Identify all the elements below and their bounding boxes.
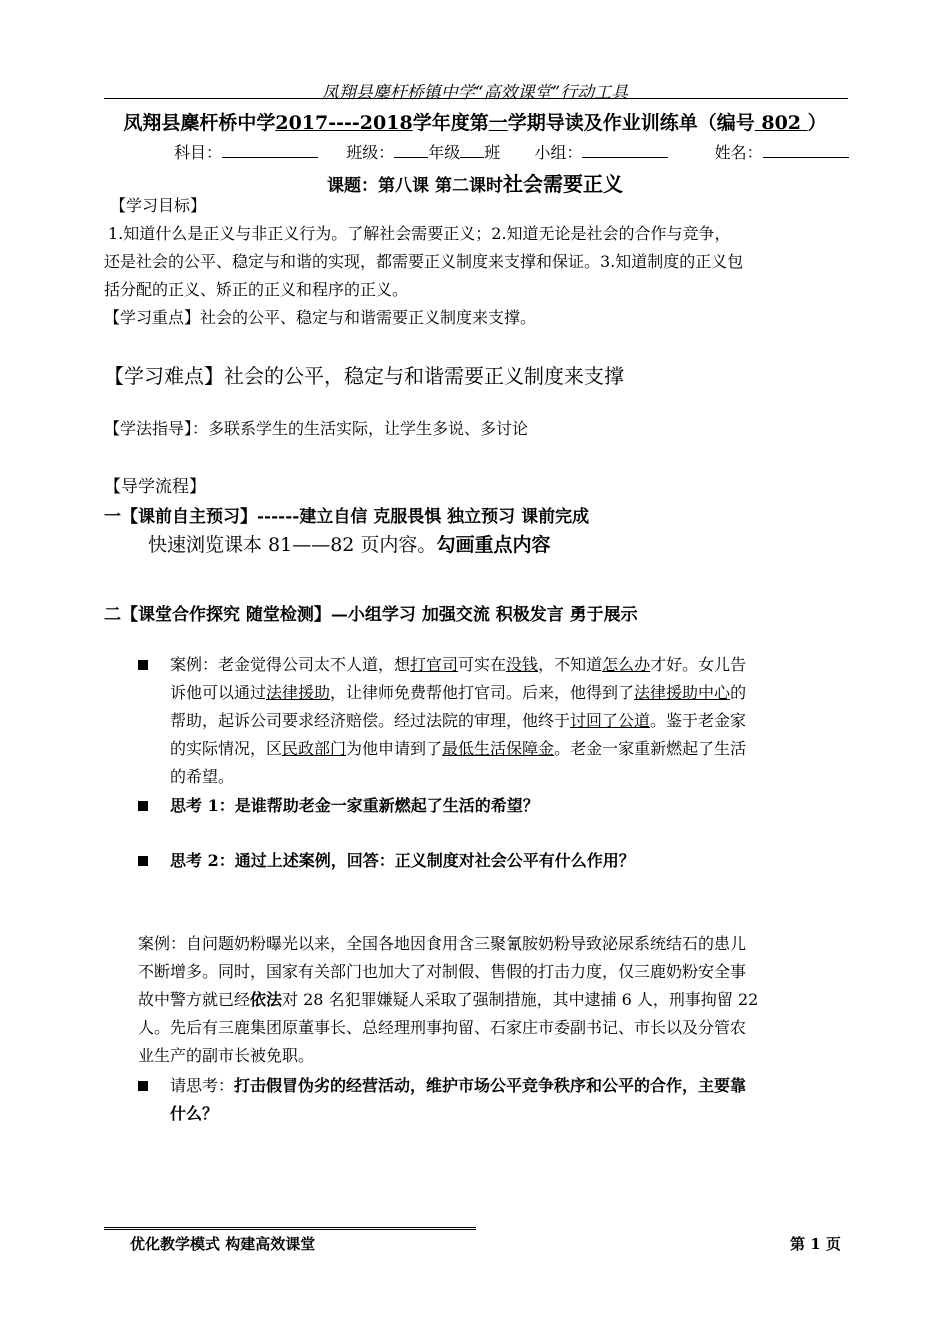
page-number: 第 1 页	[790, 1235, 841, 1253]
group-field[interactable]	[582, 142, 668, 158]
case1-line-3: 帮助，起诉公司要求经济赔偿。经过法院的审理，他终于讨回了公道。鉴于老金家	[170, 711, 747, 730]
name-label: 姓名：	[714, 143, 763, 162]
preview-instruction	[148, 530, 550, 557]
title-year2: 2018	[359, 112, 413, 134]
think3-label: 请思考：	[170, 1076, 235, 1095]
title-mid2: 学期导读及作业训练单（编号	[507, 112, 755, 134]
case2-line-1: 案例：自问题奶粉曝光以来，全国各地因食用含三聚氰胺奶粉导致泌尿系统结石的患儿	[138, 934, 747, 953]
footer-divider	[104, 1227, 476, 1232]
class-field[interactable]	[460, 142, 484, 158]
group-label: 小组：	[534, 143, 583, 162]
think3-text: 打击假冒伪劣的经营活动，维护市场公平竞争秩序和公平的合作，主要靠	[234, 1076, 747, 1095]
title-one: 一	[488, 112, 508, 134]
subject-label: 科目：	[174, 143, 223, 162]
process-part2: 二【课堂合作探究 随堂检测】—小组学习 加强交流 积极发言 勇于展示	[104, 605, 638, 625]
method: 【学法指导】：多联系学生的生活实际，让学生多说、多讨论	[104, 419, 529, 438]
think-question-2: 思考 2：通过上述案例，回答：正义制度对社会公平有什么作用？	[170, 851, 635, 870]
goals-line-3: 括分配的正义、矫正的正义和程序的正义。	[104, 280, 409, 299]
process-part1: 一【课前自主预习】------建立自信 克服畏惧 独立预习 课前完成	[104, 507, 590, 527]
lesson-prefix: 课题：第八课 第二课时	[327, 176, 503, 196]
ban-label: 班	[484, 143, 501, 162]
title-mid1: 学年度第	[412, 112, 489, 134]
footer-slogan: 优化教学模式 构建高效课堂	[130, 1235, 316, 1253]
case2-line-5: 业生产的副市长被免职。	[138, 1046, 315, 1065]
title-number: 802	[754, 112, 808, 134]
name-field[interactable]	[763, 142, 849, 158]
info-line	[174, 140, 849, 163]
goals-heading: 【学习目标】	[110, 196, 207, 215]
case1-line-2: 诉他可以通过法律援助，让律师免费帮他打官司。后来，他得到了法律援助中心的	[170, 683, 747, 702]
difficulty: 【学习难点】社会的公平，稳定与和谐需要正义制度来支撑	[104, 364, 624, 388]
lesson-topic: 社会需要正义	[502, 172, 623, 196]
case2-line-4: 人。先后有三鹿集团原董事长、总经理刑事拘留、石家庄市委副书记、市长以及分管农	[138, 1018, 747, 1037]
title-dash: ----	[328, 112, 360, 134]
header-top-title: 凤翔县麇杆桥镇中学“高效课堂”行动工具	[321, 83, 629, 103]
title-end: ）	[807, 112, 827, 134]
class-label: 班级：	[346, 143, 395, 162]
title-school: 凤翔县麇杆桥中学	[123, 112, 276, 134]
header-divider	[104, 98, 848, 99]
grade-label: 年级	[428, 143, 461, 162]
page-title	[0, 108, 950, 135]
case1-line-1: 案例：老金觉得公司太不人道，想打官司可实在没钱，不知道怎么办才好。女儿告	[170, 655, 747, 674]
subject-field[interactable]	[222, 142, 318, 158]
case1-line-4: 的实际情况，区民政部门为他申请到了最低生活保障金。老金一家重新燃起了生活	[170, 739, 747, 758]
case1-line-5: 的希望。	[170, 767, 235, 786]
grade-field[interactable]	[394, 142, 428, 158]
preview-text: 快速浏览课本 81——82 页内容。	[148, 534, 437, 556]
think3-text-cont: 什么？	[170, 1104, 219, 1123]
case2-line-3: 故中警方就已经依法对 28 名犯罪嫌疑人采取了强制措施，其中逮捕 6 人，刑事拘留 22	[138, 990, 759, 1009]
bullet-icon	[138, 660, 148, 670]
case1-text	[170, 651, 746, 791]
bullet-icon	[138, 856, 148, 866]
bullet-icon	[138, 801, 148, 811]
case2-text	[138, 930, 758, 1070]
think-question-3	[170, 1072, 746, 1128]
process-heading: 【导学流程】	[104, 477, 206, 497]
goals-line-1: 1.知道什么是正义与非正义行为。了解社会需要正义；2.知道无论是社会的合作与竞争，	[108, 224, 731, 243]
bullet-icon	[138, 1081, 148, 1091]
key-point: 【学习重点】社会的公平、稳定与和谐需要正义制度来支撑。	[104, 308, 537, 327]
preview-bold: 勾画重点内容	[436, 534, 551, 556]
title-year1: 2017	[275, 112, 329, 134]
goals-line-2: 还是社会的公平、稳定与和谐的实现，都需要正义制度来支撑和保证。3.知道制度的正义包	[104, 252, 744, 271]
think-question-1: 思考 1：是谁帮助老金一家重新燃起了生活的希望？	[170, 796, 539, 815]
case2-line-2: 不断增多。同时，国家有关部门也加大了对制假、售假的打击力度，仅三鹿奶粉安全事	[138, 962, 747, 981]
